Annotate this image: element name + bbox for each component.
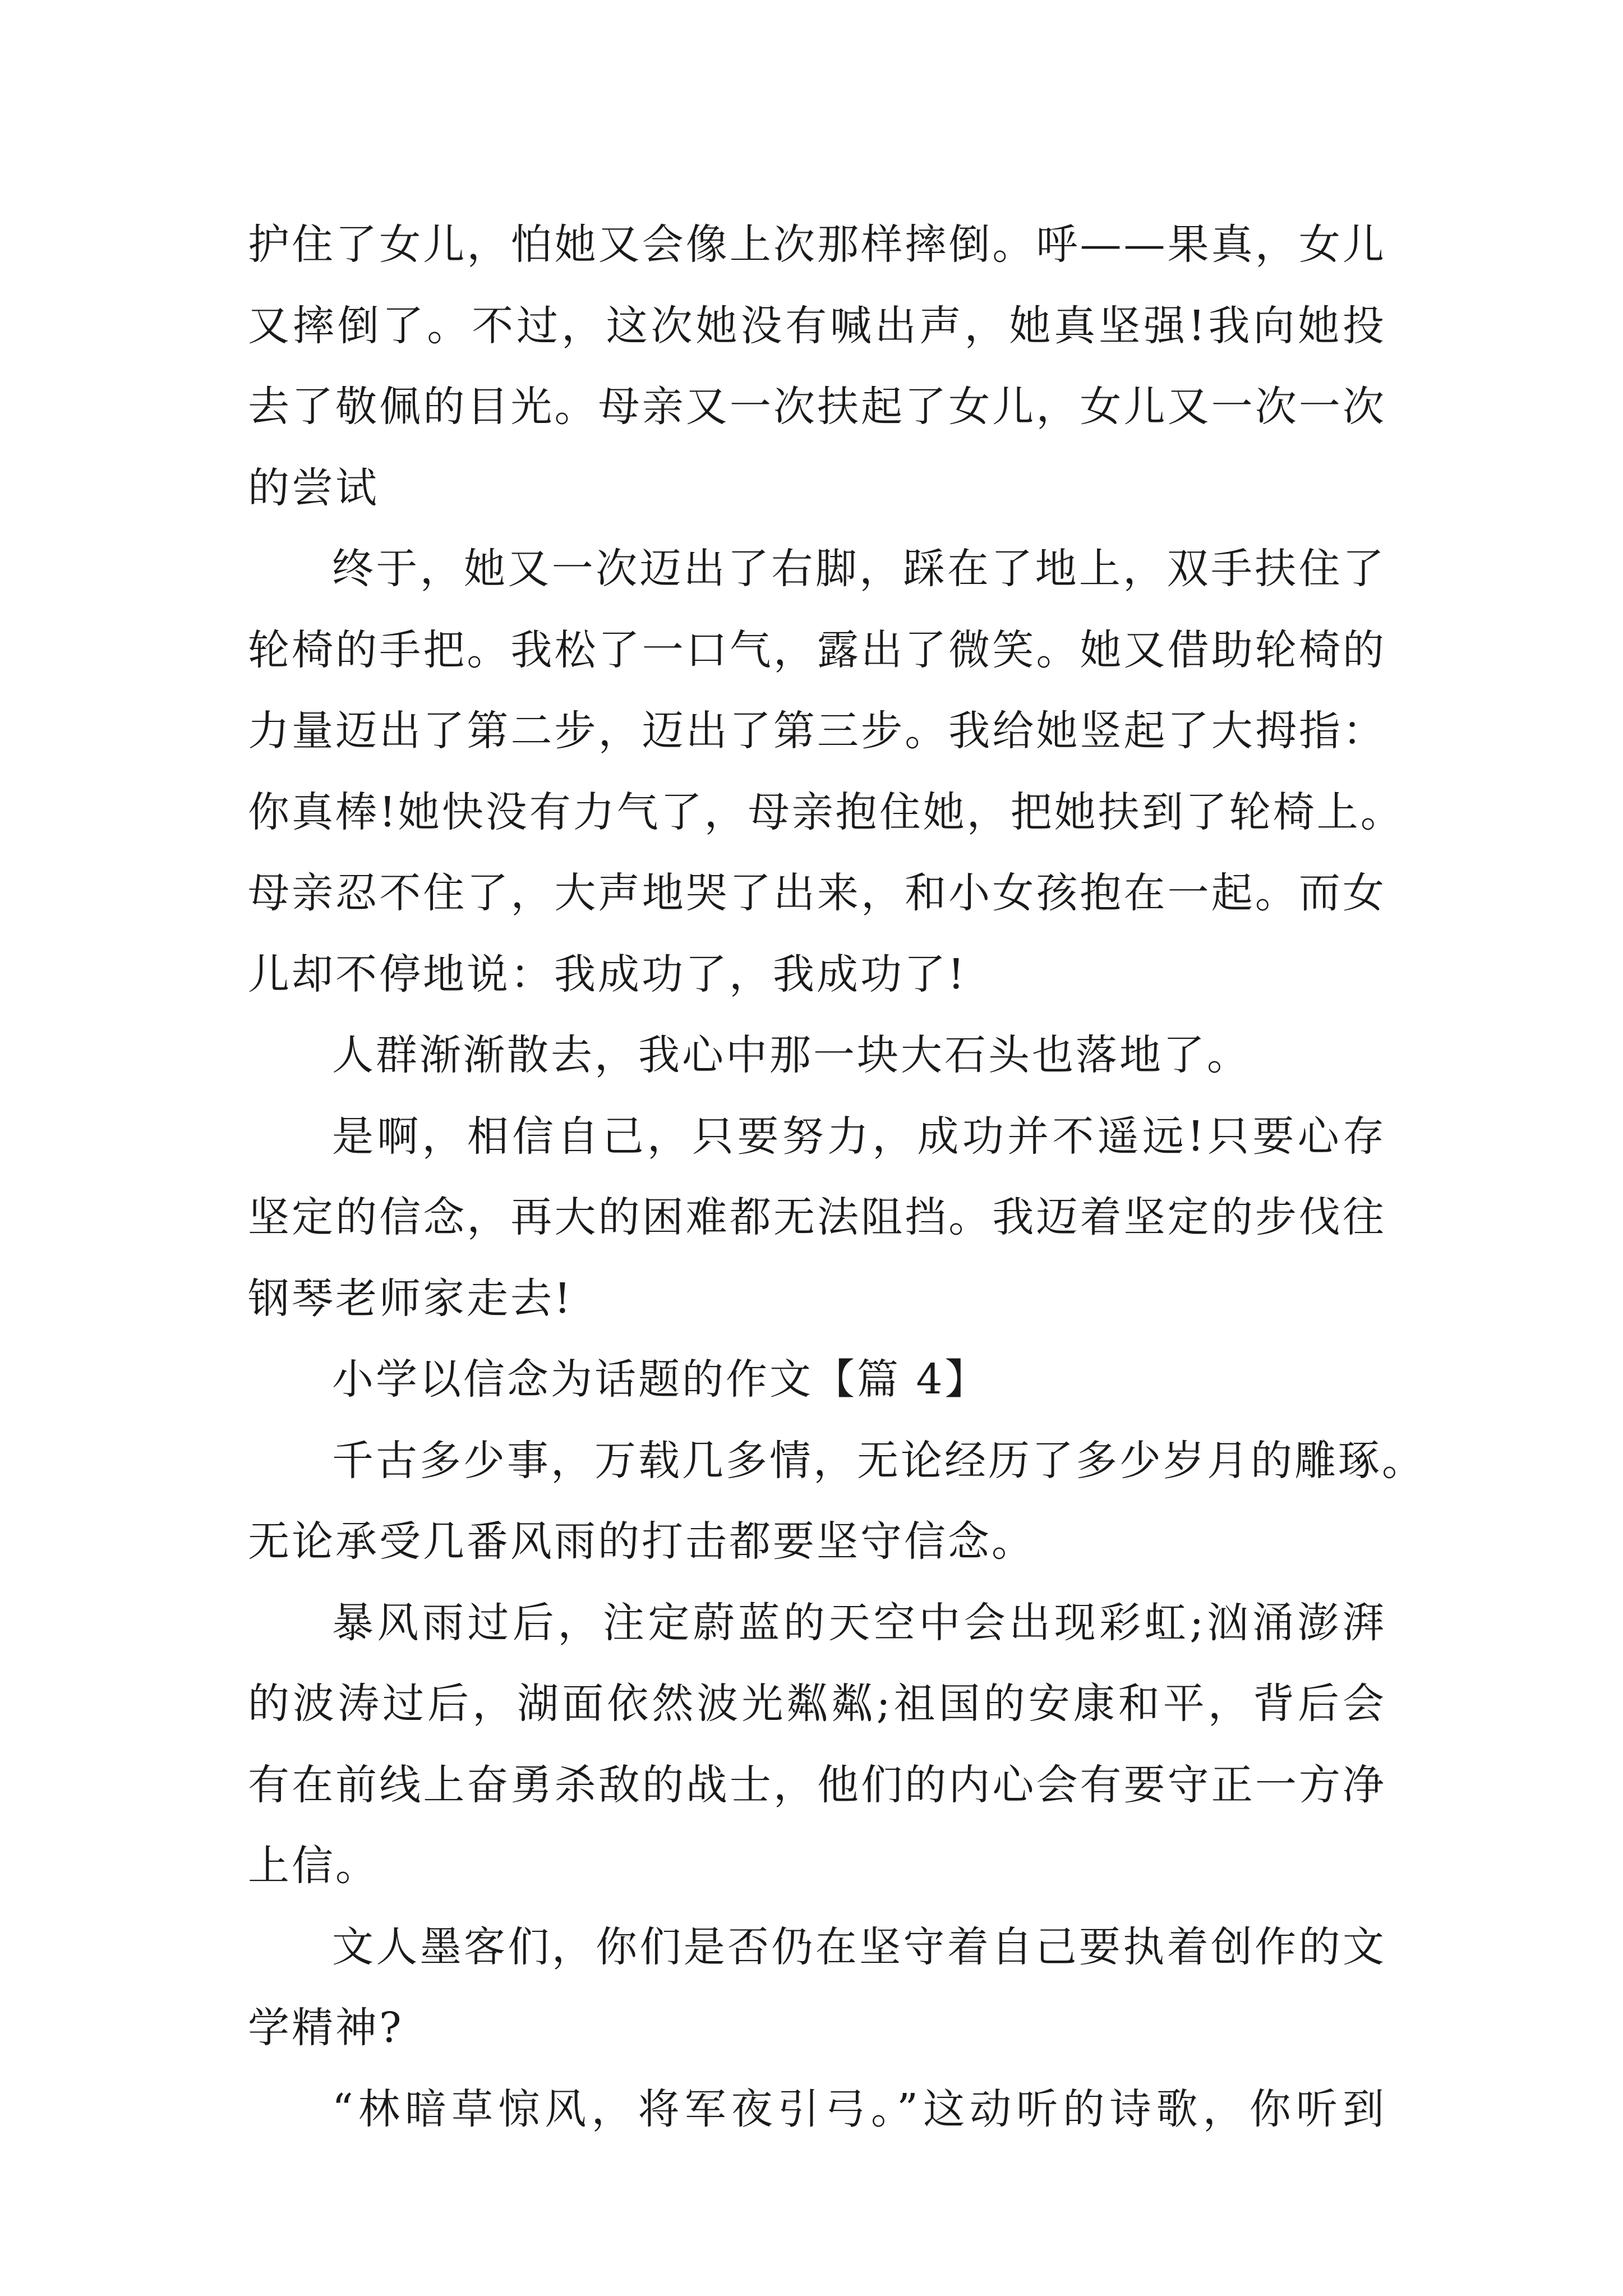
- text-line: 又摔倒了。不过，这次她没有喊出声，她真坚强!我向她投: [248, 301, 1386, 350]
- paragraph-4: [248, 1096, 1386, 1340]
- paragraph-6: [248, 1582, 1386, 1907]
- section-heading: [248, 1339, 1386, 1420]
- text-line: 力量迈出了第二步，迈出了第三步。我给她竖起了大拇指：: [248, 707, 1386, 755]
- text-line: 学精神?: [248, 2004, 404, 2052]
- text-line: 暴风雨过后，注定蔚蓝的天空中会出现彩虹;汹涌澎湃: [332, 1598, 1386, 1647]
- text-line: 钢琴老师家走去!: [248, 1274, 573, 1323]
- text-line: 有在前线上奋勇杀敌的战士，他们的内心会有要守正一方净: [248, 1760, 1386, 1809]
- text-line: 千古多少事，万载几多情，无论经历了多少岁月的雕琢。: [332, 1436, 1426, 1485]
- text-line: 你真棒!她快没有力气了，母亲抱住她，把她扶到了轮椅上。: [248, 788, 1404, 836]
- text-line: 去了敬佩的目光。母亲又一次扶起了女儿，女儿又一次一次: [248, 383, 1386, 431]
- paragraph-8: [248, 2069, 1386, 2150]
- text-line: 坚定的信念，再大的困难都无法阻挡。我迈着坚定的步伐往: [248, 1193, 1386, 1241]
- text-line: 的尝试: [248, 463, 379, 512]
- paragraph-5: [248, 1420, 1426, 1582]
- text-line: 儿却不停地说：我成功了，我成功了!: [248, 950, 967, 999]
- text-line: 文人墨客们，你们是否仍在坚守着自己要执着创作的文: [332, 1922, 1386, 1971]
- paragraph-3: [248, 1015, 1386, 1096]
- paragraph-2: [248, 528, 1404, 1015]
- body-text: [248, 204, 1426, 2150]
- text-line: 母亲忍不住了，大声地哭了出来，和小女孩抱在一起。而女: [248, 869, 1386, 917]
- text-line: 无论承受几番风雨的打击都要坚守信念。: [248, 1517, 1035, 1566]
- text-line: 人群渐渐散去，我心中那一块大石头也落地了。: [332, 1031, 1251, 1079]
- text-line: “林暗草惊风，将军夜引弓。”这动听的诗歌，你听到: [332, 2085, 1386, 2133]
- text-line: 轮椅的手把。我松了一口气，露出了微笑。她又借助轮椅的: [248, 625, 1386, 674]
- paragraph-7: [248, 1907, 1386, 2069]
- section-title: 小学以信念为话题的作文【篇 4】: [332, 1355, 989, 1404]
- text-line: 的波涛过后，湖面依然波光粼粼;祖国的安康和平，背后会: [248, 1680, 1386, 1728]
- text-line: 是啊，相信自己，只要努力，成功并不遥远!只要心存: [332, 1112, 1386, 1161]
- paragraph-1: [248, 204, 1386, 528]
- text-line: 终于，她又一次迈出了右脚，踩在了地上，双手扶住了: [332, 545, 1386, 593]
- text-line: 护住了女儿，怕她又会像上次那样摔倒。呼——果真，女儿: [248, 220, 1386, 269]
- text-line: 上信。: [248, 1842, 379, 1890]
